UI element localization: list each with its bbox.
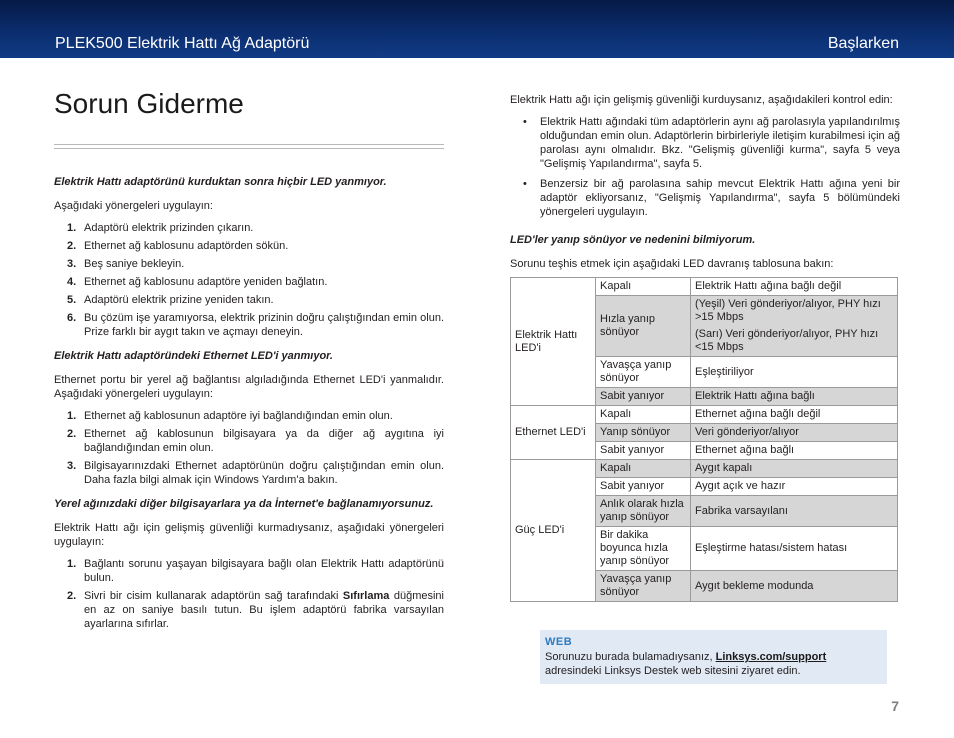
web-note-text-start: Sorunuzu burada bulamadıysanız, [545,651,716,663]
step-text: Bilgisayarınızdaki Ethernet adaptörünün doğru çalıştığından emin olun. Daha fazla bilgi almak için Windows Yardım'a bakın. [84,460,444,486]
section-heading: Yerel ağınızdaki diğer bilgisayarlara ya da İnternet'e bağlanamıyorsunuz. [54,498,434,510]
table-cell-description: Aygıt açık ve hazır [691,478,898,496]
description-amber: (Sarı) Veri gönderiyor/alıyor, PHY hızı <15 Mbps [695,328,879,353]
step-text: Ethernet ağ kablosunu adaptörden sökün. [84,240,289,252]
step-number: 3. [67,460,77,472]
paragraph: Elektrik Hattı ağı için gelişmiş güvenliği kurduysanız, aşağıdakileri kontrol edin: [510,94,893,106]
table-cell-state: Sabit yanıyor [596,478,691,496]
table-cell-state: Sabit yanıyor [596,442,691,460]
step-text: Ethernet ağ kablosunun adaptöre iyi bağlandığından emin olun. [84,410,393,422]
table-group-label: Elektrik Hattı LED'i [511,278,596,406]
table-cell-state: Yanıp sönüyor [596,424,691,442]
list-item [54,293,444,307]
list-item [54,257,444,271]
page-header [0,0,954,58]
list-item [54,589,444,631]
step-number: 5. [67,294,77,306]
web-note-text-end: adresindeki Linksys Destek web sitesini ziyaret edin. [545,665,801,677]
step-text: Bağlantı sorunu yaşayan bilgisayara bağlı olan Elektrik Hattı adaptörünü bulun. [84,558,444,584]
paragraph: Ethernet portu bir yerel ağ bağlantısı algıladığında Ethernet LED'i yanmalıdır. Aşağıdaki yönergeleri uygulayın: [54,374,444,400]
table-cell-state: Kapalı [596,460,691,478]
table-cell-state: Anlık olarak hızla yanıp sönüyor [596,496,691,527]
document-title: PLEK500 Elektrik Hattı Ağ Adaptörü [55,35,310,52]
list-item [510,177,900,219]
table-cell-description: Elektrik Hattı ağına bağlı [691,388,898,406]
table-row [511,278,898,296]
step-text: Beş saniye bekleyin. [84,258,185,270]
table-cell-description: Eşleştirme hatası/sistem hatası [691,527,898,571]
table-cell-description: Elektrik Hattı ağına bağlı değil [691,278,898,296]
left-column [54,175,444,641]
bullet-list [510,115,900,219]
table-row [511,460,898,478]
web-note-box [540,630,887,684]
list-item [54,409,444,423]
bullet: • [523,178,527,190]
led-behavior-table [510,277,898,602]
table-row [511,406,898,424]
step-text-start: Sivri bir cisim kullanarak adaptörün sağ tarafındaki [84,590,343,602]
steps-list [54,409,444,487]
description-green: (Yeşil) Veri gönderiyor/alıyor, PHY hızı >15 Mbps [695,298,881,323]
table-cell-description: Ethernet ağına bağlı değil [691,406,898,424]
step-text: Adaptörü elektrik prizinden çıkarın. [84,222,254,234]
table-cell-description: Veri gönderiyor/alıyor [691,424,898,442]
step-number: 2. [67,590,77,602]
table-cell-description: Aygıt bekleme modunda [691,571,898,602]
bullet-text: Benzersiz bir ağ parolasına sahip mevcut Elektrik Hattı ağına yeni bir adaptör ekliyorsanız, "Gelişmiş Yapılandırma", sayfa 5 bölümündeki yönergeleri uygulayın. [540,178,900,218]
table-cell-state: Bir dakika boyunca hızla yanıp sönüyor [596,527,691,571]
step-number: 2. [67,428,77,440]
steps-list [54,221,444,339]
title-divider [54,144,444,145]
web-note-text [545,650,880,678]
step-number: 3. [67,258,77,270]
support-link[interactable]: Linksys.com/support [715,651,827,663]
table-cell-state: Kapalı [596,278,691,296]
table-cell-description [691,296,898,357]
table-cell-state: Yavaşça yanıp sönüyor [596,357,691,388]
step-text-end: düğmesini en az on saniye basılı tutun. Bu işlem adaptörü fabrika varsayılan ayarlarına sıfırlar. [84,590,444,630]
table-cell-description: Eşleştiriliyor [691,357,898,388]
title-divider [54,148,444,149]
table-cell-state: Hızla yanıp sönüyor [596,296,691,357]
table-cell-description: Fabrika varsayılanı [691,496,898,527]
section-heading: LED'ler yanıp sönüyor ve nedenini bilmiyorum. [510,234,756,246]
table-cell-state: Yavaşça yanıp sönüyor [596,571,691,602]
step-number: 1. [67,222,77,234]
list-item [510,115,900,171]
step-text: Adaptörü elektrik prizine yeniden takın. [84,294,274,306]
web-label: WEB [545,636,573,648]
list-item [54,427,444,455]
bullet: • [523,116,527,128]
table-cell-description: Ethernet ağına bağlı [691,442,898,460]
list-item [54,557,444,585]
reset-button-name: Sıfırlama [342,590,390,602]
paragraph: Aşağıdaki yönergeleri uygulayın: [54,200,213,212]
paragraph: Sorunu teşhis etmek için aşağıdaki LED davranış tablosuna bakın: [510,258,834,270]
paragraph: Elektrik Hattı ağı için gelişmiş güvenliği kurmadıysanız, aşağıdaki yönergeleri uygulayın: [54,522,444,548]
list-item [54,459,444,487]
step-number: 4. [67,276,77,288]
step-text: Ethernet ağ kablosunun bilgisayara ya da diğer ağ aygıtına iyi bağlandığından emin olun. [84,428,444,454]
section-heading: Elektrik Hattı adaptöründeki Ethernet LED'i yanmıyor. [54,350,333,362]
step-number: 6. [67,312,77,324]
table-group-label: Ethernet LED'i [511,406,596,460]
table-group-label: Güç LED'i [511,460,596,602]
list-item [54,239,444,253]
list-item [54,221,444,235]
bullet-text: Elektrik Hattı ağındaki tüm adaptörlerin aynı ağ parolasıyla yapılandırılmış olduğundan emin olun. Adaptörlerin birbirleriyle iletişim kurabilmesi için ağ parolası aynı olmalıdır. Bkz. "Gelişmiş güvenliği kurma", sayfa 5 veya "Gelişmiş Yapılandırma", sayfa 5. [540,116,900,170]
steps-list [54,557,444,631]
step-number: 1. [67,558,77,570]
right-column [510,93,900,602]
list-item [54,311,444,339]
step-text: Ethernet ağ kablosunu adaptöre yeniden bağlatın. [84,276,328,288]
section-title: Başlarken [827,35,899,52]
step-number: 1. [67,410,77,422]
table-cell-description: Aygıt kapalı [691,460,898,478]
section-heading: Elektrik Hattı adaptörünü kurduktan sonra hiçbir LED yanmıyor. [54,176,387,188]
list-item [54,275,444,289]
step-text: Bu çözüm işe yaramıyorsa, elektrik prizinin doğru çalıştığından emin olun. Prize farklı bir aygıt takın ve açmayı deneyin. [84,312,444,338]
page-title: Sorun Giderme [54,88,244,119]
step-number: 2. [67,240,77,252]
table-cell-state: Kapalı [596,406,691,424]
table-cell-state: Sabit yanıyor [596,388,691,406]
page-number: 7 [891,698,899,714]
